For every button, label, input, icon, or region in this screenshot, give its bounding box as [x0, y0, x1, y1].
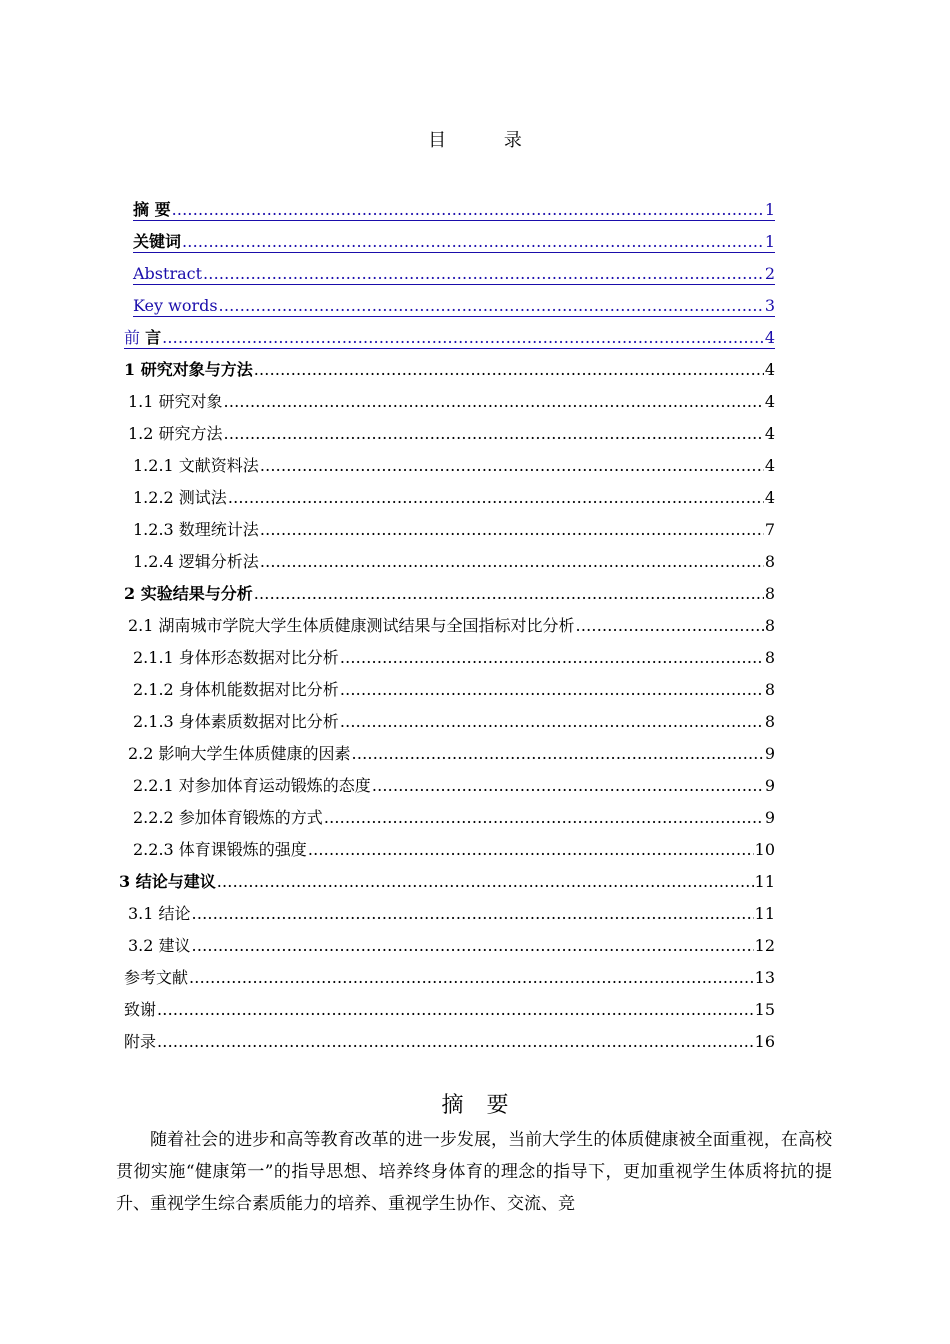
toc-entry-label: 1.2 研究方法	[128, 424, 223, 443]
toc-entry-label: 2.2.3 体育课锻炼的强度	[133, 840, 307, 859]
toc-entry-page: 3	[764, 296, 775, 315]
toc-entry-label: 1 研究对象与方法	[124, 360, 253, 379]
toc-entry-appendix[interactable]	[124, 1028, 775, 1052]
toc-entry-page: 4	[764, 360, 775, 379]
abstract-paragraph: 随着社会的进步和高等教育改革的进一步发展，当前大学生的体质健康被全面重视，在高校贯彻实施“健康第一”的指导思想、培养终身体育的理念的指导下，更加重视学生体质将抗的提升、重视学生综合素质能力的培养、重视学生协作、交流、竞	[116, 1130, 832, 1214]
toc-title: 目 录	[428, 130, 548, 151]
toc-entry-label-part: 前	[124, 328, 146, 347]
toc-entry-keywords-cn[interactable]	[133, 228, 775, 253]
toc-leader-dots	[340, 648, 764, 668]
toc-entry-page: 13	[754, 968, 775, 987]
toc-entry-label: 3 结论与建议	[119, 872, 216, 891]
toc-entry-chapter-3[interactable]	[119, 868, 775, 892]
toc-entry-1-2-2[interactable]	[133, 484, 775, 508]
toc-entry-page: 1	[764, 232, 775, 251]
toc-entry-3-2[interactable]	[128, 932, 775, 956]
toc-entry-page: 16	[754, 1032, 775, 1051]
toc-leader-dots	[224, 424, 764, 444]
toc-leader-dots	[172, 200, 764, 220]
toc-leader-dots	[352, 744, 764, 764]
toc-entry-page: 8	[764, 712, 775, 731]
toc-entry-2-2-1[interactable]	[133, 772, 775, 796]
toc-entry-page: 8	[764, 616, 775, 635]
abstract-heading: 摘 要	[441, 1093, 517, 1118]
toc-entry-chapter-2[interactable]	[124, 580, 775, 604]
toc-entry-page: 9	[764, 808, 775, 827]
toc-leader-dots	[576, 616, 764, 636]
toc-entry-label: 2.1.3 身体素质数据对比分析	[133, 712, 339, 731]
toc-entry-label: 3.2 建议	[128, 936, 191, 955]
toc-leader-dots	[254, 360, 764, 380]
toc-entry-label: 1.2.3 数理统计法	[133, 520, 259, 539]
toc-entry-page: 4	[764, 456, 775, 475]
toc-entry-page: 4	[764, 488, 775, 507]
toc-entry-label: Key words	[133, 296, 218, 315]
toc-entry-label: 2.1.1 身体形态数据对比分析	[133, 648, 339, 667]
toc-entry-abstract-en[interactable]	[133, 260, 775, 285]
toc-entry-label: 参考文献	[124, 968, 189, 987]
toc-entry-2-1-1[interactable]	[133, 644, 775, 668]
toc-leader-dots	[254, 584, 764, 604]
toc-leader-dots	[224, 392, 764, 412]
toc-entry-2-1-3[interactable]	[133, 708, 775, 732]
toc-entry-page: 11	[754, 872, 775, 891]
toc-entry-label: 2.2 影响大学生体质健康的因素	[128, 744, 351, 763]
toc-entry-page: 11	[754, 904, 775, 923]
toc-entry-page: 4	[764, 424, 775, 443]
toc-entry-2-2-3[interactable]	[133, 836, 775, 860]
toc-leader-dots	[192, 936, 754, 956]
toc-entry-page: 9	[764, 776, 775, 795]
toc-leader-dots	[189, 968, 754, 988]
toc-entry-label: 2.1 湖南城市学院大学生体质健康测试结果与全国指标对比分析	[128, 616, 575, 635]
toc-entry-1-2[interactable]	[128, 420, 775, 444]
toc-leader-dots	[157, 1032, 754, 1052]
toc-entry-label: 1.2.4 逻辑分析法	[133, 552, 259, 571]
toc-leader-dots	[219, 296, 764, 316]
toc-entry-label: 2.2.1 对参加体育运动锻炼的态度	[133, 776, 371, 795]
toc-leader-dots	[260, 520, 764, 540]
toc-entry-page: 1	[764, 200, 775, 219]
toc-entry-page: 8	[764, 680, 775, 699]
toc-entry-page: 2	[764, 264, 775, 283]
toc-leader-dots	[192, 904, 754, 924]
toc-entry-label-part: 言	[145, 328, 162, 347]
toc-entry-chapter-1[interactable]	[124, 356, 775, 380]
toc-leader-dots	[157, 1000, 754, 1020]
toc-entry-page: 9	[764, 744, 775, 763]
toc-entry-1-1[interactable]	[128, 388, 775, 412]
toc-entry-label: Abstract	[133, 264, 203, 283]
toc-entry-abstract-cn[interactable]	[133, 196, 775, 221]
toc-entry-page: 8	[764, 648, 775, 667]
toc-leader-dots	[324, 808, 764, 828]
toc-entry-acknowledgements[interactable]	[124, 996, 775, 1020]
toc-leader-dots	[260, 456, 764, 476]
toc-entry-label: 2 实验结果与分析	[124, 584, 253, 603]
toc-entry-2-1[interactable]	[128, 612, 775, 636]
toc-entry-label: 关键词	[133, 232, 182, 251]
toc-entry-label: 致谢	[124, 1000, 157, 1019]
toc-entry-label: 1.1 研究对象	[128, 392, 223, 411]
toc-leader-dots	[372, 776, 764, 796]
toc-entry-1-2-4[interactable]	[133, 548, 775, 572]
toc-entry-1-2-3[interactable]	[133, 516, 775, 540]
toc-entry-label: 摘 要	[133, 200, 171, 219]
toc-entry-label: 1.2.2 测试法	[133, 488, 227, 507]
toc-entry-label: 2.2.2 参加体育锻炼的方式	[133, 808, 323, 827]
toc-leader-dots	[340, 712, 764, 732]
toc-leader-dots	[182, 232, 764, 252]
toc-entry-preface[interactable]	[124, 324, 775, 349]
toc-entry-2-2-2[interactable]	[133, 804, 775, 828]
toc-entry-keywords-en[interactable]	[133, 292, 775, 317]
toc-leader-dots	[308, 840, 754, 860]
toc-entry-label: 3.1 结论	[128, 904, 191, 923]
toc-entry-page: 8	[764, 552, 775, 571]
toc-leader-dots	[217, 872, 754, 892]
toc-entry-1-2-1[interactable]	[133, 452, 775, 476]
toc-entry-label: 附录	[124, 1032, 157, 1051]
toc-entry-label: 2.1.2 身体机能数据对比分析	[133, 680, 339, 699]
toc-entry-2-1-2[interactable]	[133, 676, 775, 700]
toc-entry-2-2[interactable]	[128, 740, 775, 764]
toc-entry-page: 8	[764, 584, 775, 603]
toc-entry-page: 4	[764, 328, 775, 347]
toc-entry-3-1[interactable]	[128, 900, 775, 924]
toc-leader-dots	[260, 552, 764, 572]
toc-entry-label: 1.2.1 文献资料法	[133, 456, 259, 475]
toc-leader-dots	[162, 328, 764, 348]
toc-leader-dots	[340, 680, 764, 700]
toc-entry-page: 15	[754, 1000, 775, 1019]
toc-leader-dots	[228, 488, 764, 508]
toc-entry-references[interactable]	[124, 964, 775, 988]
toc-entry-page: 12	[754, 936, 775, 955]
toc-entry-page: 4	[764, 392, 775, 411]
toc-entry-label	[124, 328, 161, 348]
toc-leader-dots	[203, 264, 764, 284]
toc-entry-page: 7	[764, 520, 775, 539]
toc-entry-page: 10	[754, 840, 775, 859]
